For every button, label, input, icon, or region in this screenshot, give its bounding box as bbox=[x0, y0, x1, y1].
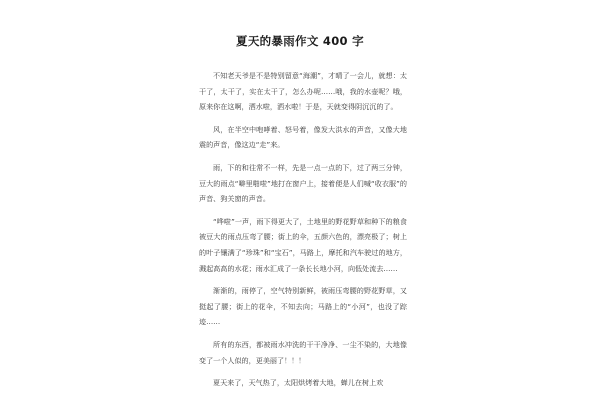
essay-paragraph: “哗啦”一声，雨下得更大了，土地里的野花野草和种下的粮食被豆大的雨点压弯了腰；街上的伞，五颜六色的，漂亮极了；树上的叶子镶满了“珍珠”和“宝石”，马路上，摩托和汽车驶过的地方，溅起高高的水花；雨水汇成了一条长长地小河，向低处流去…… bbox=[199, 216, 407, 273]
page-title: 夏天的暴雨作文 400 字 bbox=[236, 34, 364, 48]
essay-paragraph: 风，在半空中咆哮着、怒号着，像发大洪水的声音，又像大地震的声音，像这边“走”来。 bbox=[199, 124, 407, 150]
essay-paragraph: 所有的东西，都被雨水冲洗的干干净净、一尘不染的，大地像变了一个人似的，更美丽了！！！ bbox=[199, 339, 407, 365]
essay-body bbox=[199, 68, 407, 398]
essay-paragraph: 雨，下的和往常不一样，先是一点一点的下，过了两三分钟，豆大的雨点“噼里啪啦”地打在窗户上，接着便是人们喊“收衣服”的声音、狗关窗的声音。 bbox=[199, 162, 407, 204]
essay-paragraph: 不知老天爷是不是特别留意“海潮”，才晴了一会儿，就想：太干了，太干了，实在太干了，怎么办呢……哦，我的水壶呢？哦，原来你在这啊，洒水啦，洒水啦！于是，天就变得阴沉沉的了。 bbox=[199, 71, 407, 112]
essay-paragraph: 渐渐的，雨停了，空气特别新鲜，被雨压弯腰的野花野草，又挺起了腰；街上的花伞，不知去向；马路上的“小河”，也没了踪迹…… bbox=[199, 286, 407, 327]
essay-paragraph: 夏天来了，天气热了，太阳烘烤着大地，蝉儿在树上欢 bbox=[213, 378, 384, 388]
